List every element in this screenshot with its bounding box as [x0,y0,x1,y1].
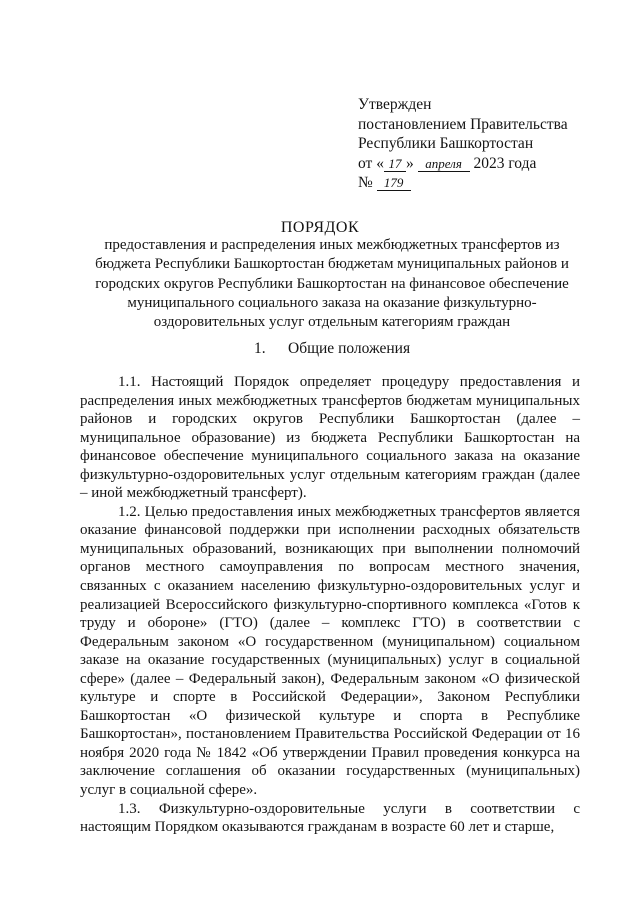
section-number: 1. [254,340,266,357]
approval-line-resolution: постановлением Правительства [358,115,568,133]
date-prefix: от « [358,154,384,172]
section-heading [254,339,410,359]
number-value: 179 [377,175,411,191]
approval-stamp [358,95,618,193]
date-month: апреля [418,156,470,172]
approval-line-approved: Утвержден [358,96,432,113]
date-day: 17 [384,156,406,172]
paragraph-1-2: 1.2. Целью предоставления иных межбюджетных трансфертов является оказание финансовой поддержки при исполнении расходных обязательств муниципальных образований, возникающих при выполнении полномочий органов местного самоуправления по вопросам местного значения, связанных с оказанием населению физкультурно-оздоровительных услуг и реализацией Всероссийского физкультурно-спортивного комплекса «Готов к труду и обороне» (ГТО) (далее – комплекс ГТО) в соответствии с Федеральным законом «О государственном (муниципальном) социальном заказе на оказание государственных (муниципальных) услуг в социальной сфере» (далее – Федеральный закон), Федеральным законом «О физической культуре и спорте в Российской Федерации», Законом Республики Башкортостан «О физической культуре и спорта в Республике Башкортостан», постановлением Правительства Российской Федерации от 16 ноября 2020 года № 1842 «Об утверждении Правил проведения конкурса на заключение соглашения об оказании государственных (муниципальных) услуг в социальной сфере». [80,503,580,799]
paragraph-1-1: 1.1. Настоящий Порядок определяет процедуру предоставления и распределения иных межбюджетных трансфертов бюджетам муниципальных районов и городских округов Республики Башкортостан (далее – муниципальное образование) из бюджета Республики Башкортостан на финансовое обеспечение муниципального социального заказа на оказание физкультурно-оздоровительных услуг отдельным категориям граждан (далее – иной межбюджетный трансферт). [80,374,580,502]
document-body [80,373,580,837]
document-title: ПОРЯДОК [280,219,360,236]
date-year: 2023 года [473,154,537,172]
approval-number [358,173,618,193]
document-subtitle: предоставления и распределения иных межбюджетных трансфертов из бюджета Республики Башкортостан бюджетам муниципальных районов и городских округов Республики Башкортостан на финансовое обеспечение муниципального социального заказа на оказание физкультурно-оздоровительных услуг отдельным категориям граждан [95,237,569,331]
approval-line-government: Республики Башкортостан [358,135,534,152]
number-prefix: № [358,174,373,191]
paragraph-1-3: 1.3. Физкультурно-оздоровительные услуги в соответствии с настоящим Порядком оказываются гражданам в возрасте 60 лет и старше, [80,800,580,836]
section-title: Общие положения [288,340,411,357]
date-mid: » [405,154,414,172]
approval-date [358,154,618,174]
